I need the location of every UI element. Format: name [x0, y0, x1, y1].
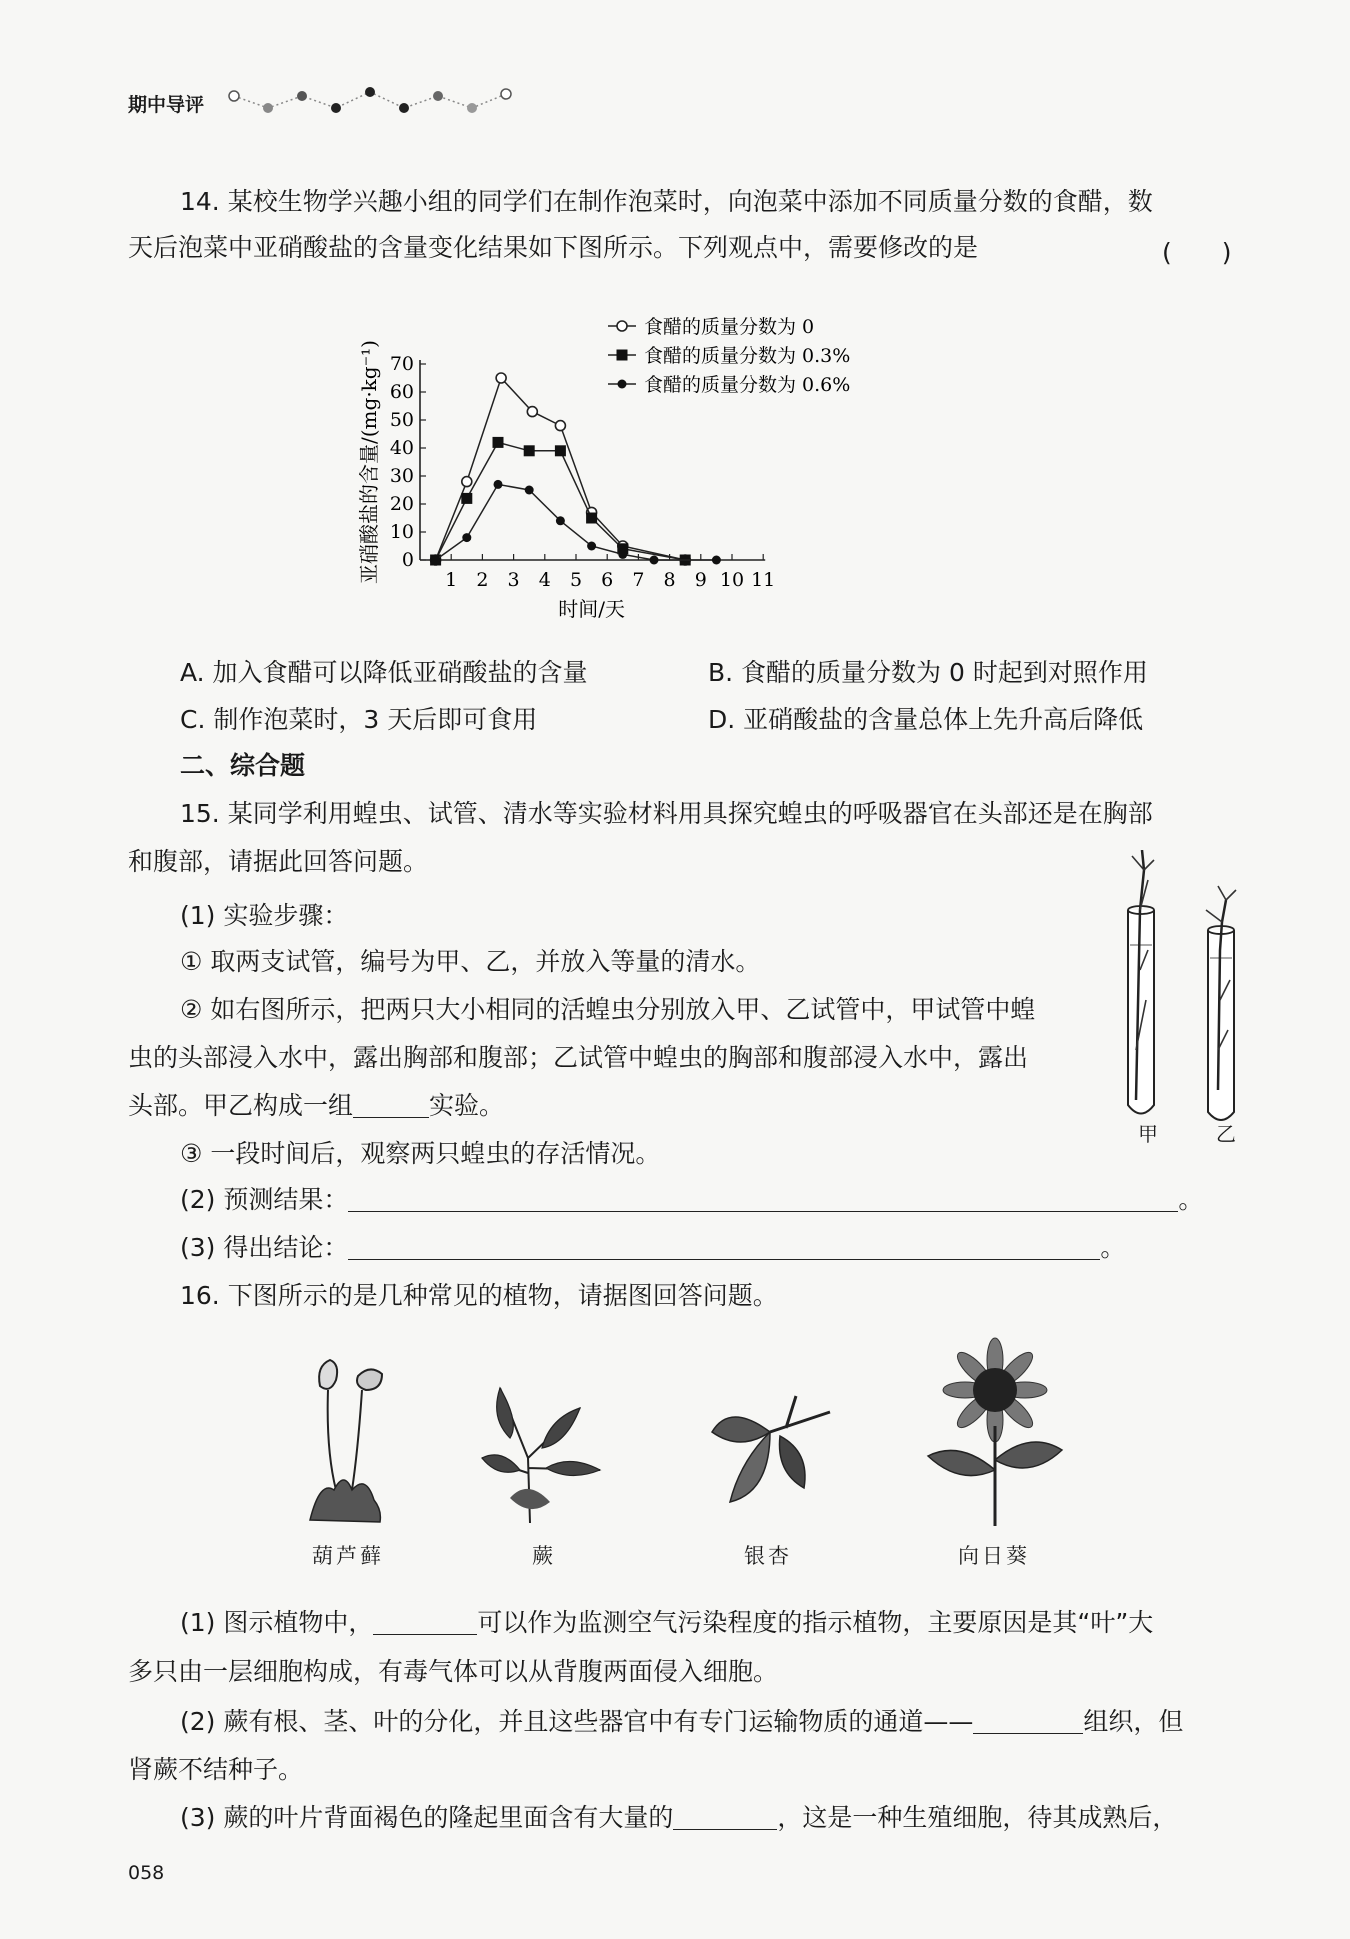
data-point	[462, 477, 472, 487]
q16-sub1-text-a: (1) 图示植物中，	[180, 1608, 374, 1637]
data-point	[618, 380, 627, 389]
legend-item-1	[608, 345, 850, 367]
plant-label-sunflower: 向日葵	[958, 1544, 1030, 1568]
header-title: 期中导评	[128, 94, 205, 116]
data-point	[617, 350, 628, 361]
q14-option-a: A. 加入食醋可以降低亚硝酸盐的含量	[180, 658, 588, 687]
data-point	[586, 513, 597, 524]
header-decoration	[228, 84, 528, 118]
y-tick-label: 20	[389, 493, 414, 515]
q16-sub2-line1	[180, 1702, 1183, 1738]
q14-option-d: D. 亚硝酸盐的含量总体上先升高后降低	[708, 705, 1144, 734]
data-point	[524, 445, 535, 456]
q16-sub1-blank[interactable]	[373, 1606, 477, 1635]
q15-predict-label: (2) 预测结果：	[180, 1185, 349, 1214]
q16-sub1-line1	[180, 1603, 1153, 1639]
legend-label: 食醋的质量分数为 0	[644, 316, 815, 338]
series-line	[436, 484, 717, 560]
q15-step1: ① 取两支试管，编号为甲、乙，并放入等量的清水。	[180, 947, 761, 976]
tube-jia	[1128, 850, 1154, 1114]
legend-item-0	[608, 316, 814, 338]
data-point	[555, 445, 566, 456]
q16-sub1-text-b: 可以作为监测空气污染程度的指示植物，主要原因是其“叶”大	[477, 1608, 1154, 1637]
nitrite-chart	[330, 290, 1090, 630]
q16-sub1-line2: 多只由一层细胞构成，有毒气体可以从背腹两面侵入细胞。	[128, 1657, 779, 1686]
x-tick-label: 11	[751, 569, 776, 591]
q16-sub3-blank[interactable]	[673, 1801, 777, 1830]
page-number: 058	[128, 1862, 165, 1884]
data-point	[525, 486, 534, 495]
series-2	[431, 480, 721, 565]
q16-sub3-text-a: (3) 蕨的叶片背面褐色的隆起里面含有大量的	[180, 1803, 674, 1832]
q15-conclude-blank[interactable]	[348, 1231, 1100, 1260]
y-tick-label: 30	[389, 465, 414, 487]
x-tick-label: 8	[663, 569, 676, 591]
data-point	[617, 321, 627, 331]
x-tick-label: 2	[476, 569, 489, 591]
series-1	[430, 437, 691, 566]
q15-step2-line1: ② 如右图所示，把两只大小相同的活蝗虫分别放入甲、乙试管中，甲试管中蝗	[180, 995, 1036, 1024]
data-point	[431, 556, 440, 565]
plant-sunflower-image	[920, 1330, 1070, 1530]
y-tick-label: 50	[389, 409, 414, 431]
q15-predict-end: 。	[1178, 1185, 1204, 1214]
plant-label-moss: 葫芦藓	[312, 1544, 384, 1568]
plant-label-ginkgo: 银杏	[744, 1544, 792, 1568]
q16-sub2-text-b: 组织，但	[1083, 1707, 1184, 1736]
q15-stem-line2: 和腹部，请据此回答问题。	[128, 847, 429, 876]
q16-sub3-text-b: ，这是一种生殖细胞，待其成熟后，	[777, 1803, 1178, 1832]
q15-conclude-line	[180, 1228, 1125, 1264]
data-point	[494, 480, 503, 489]
x-tick-label: 10	[719, 569, 745, 591]
q14-stem-line2: 天后泡菜中亚硝酸盐的含量变化结果如下图所示。下列观点中，需要修改的是	[128, 233, 979, 262]
tube-label-yi: 乙	[1216, 1122, 1236, 1146]
plant-label-fern: 蕨	[532, 1544, 556, 1568]
q16-sub3-line1	[180, 1798, 1177, 1834]
plant-moss-image	[300, 1350, 400, 1530]
x-axis-label: 时间/天	[558, 597, 625, 621]
q15-predict-line	[180, 1180, 1203, 1216]
q14-answer-paren: ( )	[1162, 238, 1232, 267]
q16-sub2-blank[interactable]	[973, 1705, 1083, 1734]
x-tick-label: 4	[538, 569, 551, 591]
q16-sub2-line2: 肾蕨不结种子。	[128, 1755, 304, 1784]
tube-yi	[1206, 886, 1236, 1120]
y-tick-label: 60	[389, 381, 414, 403]
q15-predict-blank[interactable]	[348, 1183, 1178, 1212]
q15-conclude-label: (3) 得出结论：	[180, 1233, 349, 1262]
q16-sub2-text-a: (2) 蕨有根、茎、叶的分化，并且这些器官中有专门运输物质的通道——	[180, 1707, 974, 1736]
legend-label: 食醋的质量分数为 0.3%	[644, 345, 851, 367]
q15-step2-line3-text: 头部。甲乙构成一组	[128, 1091, 354, 1120]
tube-label-jia: 甲	[1138, 1122, 1158, 1146]
data-point	[496, 373, 506, 383]
q15-stem-line1: 15. 某同学利用蝗虫、试管、清水等实验材料用具探究蝗虫的呼吸器官在头部还是在胸部	[180, 799, 1153, 828]
data-point	[650, 556, 659, 565]
q15-conclude-end: 。	[1100, 1233, 1126, 1262]
test-tube-figure	[1110, 850, 1260, 1140]
data-point	[527, 407, 537, 417]
q15-step2-line2: 虫的头部浸入水中，露出胸部和腹部；乙试管中蝗虫的胸部和腹部浸入水中，露出	[128, 1043, 1029, 1072]
section-title: 二、综合题	[180, 751, 306, 780]
y-axis-label: 亚硝酸盐的含量/(mg·kg⁻¹)	[357, 340, 381, 584]
x-tick-label: 1	[445, 569, 458, 591]
data-point	[555, 421, 565, 431]
series-line	[436, 442, 686, 560]
data-point	[712, 556, 721, 565]
data-point	[556, 516, 565, 525]
series-line	[436, 378, 686, 560]
q14-stem-line1: 14. 某校生物学兴趣小组的同学们在制作泡菜时，向泡菜中添加不同质量分数的食醋，数	[180, 187, 1153, 216]
q15-step-title: (1) 实验步骤：	[180, 901, 349, 930]
q16-stem: 16. 下图所示的是几种常见的植物，请据图回答问题。	[180, 1281, 778, 1310]
x-tick-label: 6	[601, 569, 614, 591]
y-tick-label: 40	[389, 437, 414, 459]
q14-option-c: C. 制作泡菜时，3 天后即可食用	[180, 705, 538, 734]
data-point	[462, 533, 471, 542]
x-tick-label: 3	[507, 569, 520, 591]
q14-option-b: B. 食醋的质量分数为 0 时起到对照作用	[708, 658, 1148, 687]
y-tick-label: 10	[389, 521, 414, 543]
y-tick-label: 0	[401, 549, 414, 571]
y-tick-label: 70	[389, 353, 414, 375]
data-point	[618, 550, 627, 559]
x-tick-label: 7	[632, 569, 645, 591]
legend-label: 食醋的质量分数为 0.6%	[644, 374, 851, 396]
q15-step2-line3-end: 实验。	[429, 1091, 505, 1120]
q15-control-blank[interactable]	[353, 1089, 429, 1118]
x-tick-label: 5	[569, 569, 583, 591]
q15-step2-line3	[128, 1086, 504, 1122]
plant-ginkgo-image	[700, 1392, 840, 1522]
legend-item-2	[608, 374, 850, 396]
x-tick-label: 9	[694, 569, 707, 591]
data-point	[461, 493, 472, 504]
data-point	[587, 542, 596, 551]
q15-step3: ③ 一段时间后，观察两只蝗虫的存活情况。	[180, 1139, 661, 1168]
data-point	[493, 437, 504, 448]
plant-fern-image	[470, 1378, 610, 1528]
